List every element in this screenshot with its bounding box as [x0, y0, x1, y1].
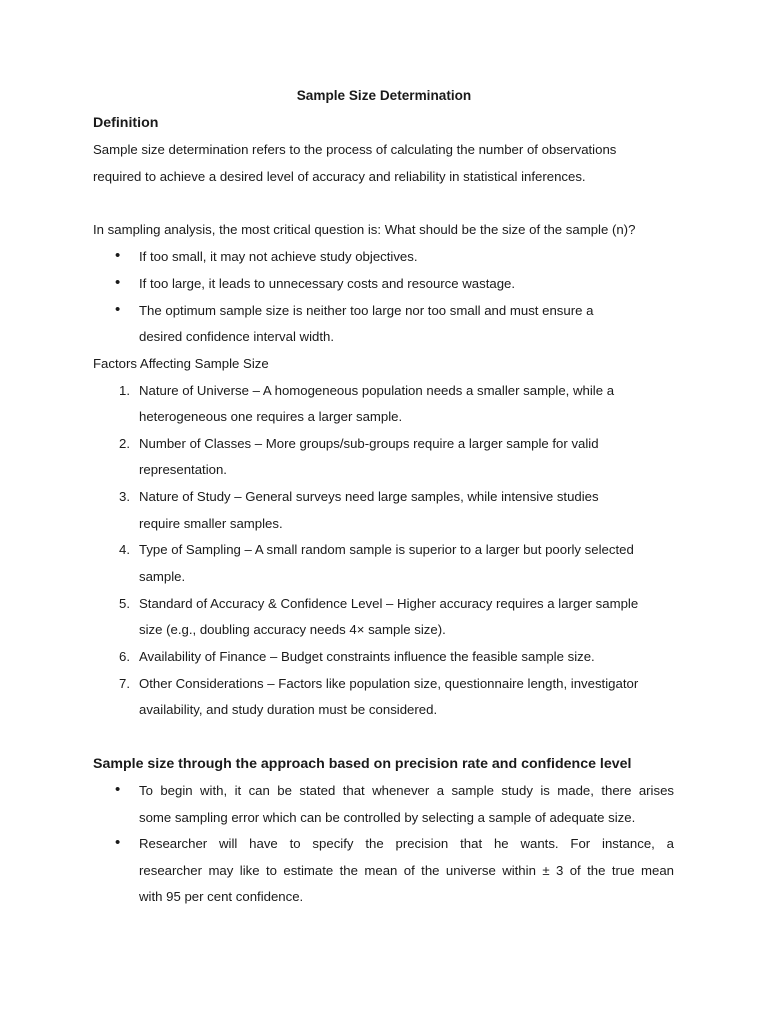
factor-item: Nature of Universe – A homogeneous population needs a smaller sample, while a	[139, 383, 615, 398]
size-point-optimum-cont: desired confidence interval width.	[139, 329, 334, 344]
list-number: 3.	[119, 489, 130, 504]
list-number: 6.	[119, 649, 130, 664]
precision-point-line: some sampling error which can be controlled by selecting a sample of adequate size.	[139, 810, 636, 825]
list-number: 4.	[119, 542, 130, 557]
definition-text-line: required to achieve a desired level of accuracy and reliability in statistical inferences.	[93, 169, 586, 184]
factor-item: Number of Classes – More groups/sub-groups require a larger sample for valid	[139, 436, 599, 451]
list-number: 7.	[119, 676, 130, 691]
factor-item-cont: sample.	[139, 569, 186, 584]
factor-item-cont: require smaller samples.	[139, 516, 283, 531]
factor-item: Other Considerations – Factors like population size, questionnaire length, investigator	[139, 676, 639, 691]
bullet-marker: •	[115, 781, 121, 798]
precision-point-line: with 95 per cent confidence.	[139, 889, 304, 904]
precision-heading: Sample size through the approach based on precision rate and confidence level	[93, 756, 632, 772]
definition-heading: Definition	[93, 115, 159, 131]
precision-point-line: Researcher will have to specify the precision that he wants. For instance, a	[139, 836, 674, 851]
precision-point-line: researcher may like to estimate the mean of the universe within ± 3 of the true mean	[139, 863, 674, 878]
factor-item: Standard of Accuracy & Confidence Level – Higher accuracy requires a larger sample	[139, 596, 639, 611]
list-number: 5.	[119, 596, 130, 611]
factor-item: Availability of Finance – Budget constraints influence the feasible sample size.	[139, 649, 595, 664]
list-number: 1.	[119, 383, 130, 398]
factor-item-cont: size (e.g., doubling accuracy needs 4× sample size).	[139, 622, 446, 637]
list-number: 2.	[119, 436, 130, 451]
factor-item-cont: representation.	[139, 462, 227, 477]
size-point-large: If too large, it leads to unnecessary costs and resource wastage.	[139, 276, 516, 291]
size-point-small: If too small, it may not achieve study objectives.	[139, 249, 418, 264]
factor-item: Type of Sampling – A small random sample is superior to a larger but poorly selected	[139, 542, 634, 557]
bullet-marker: •	[115, 247, 121, 264]
factor-item-cont: heterogeneous one requires a larger sample.	[139, 409, 403, 424]
critical-question: In sampling analysis, the most critical question is: What should be the size of the sample (n)?	[93, 222, 636, 237]
bullet-marker: •	[115, 301, 121, 318]
precision-point-line: To begin with, it can be stated that whenever a sample study is made, there arises	[139, 783, 674, 798]
bullet-marker: •	[115, 274, 121, 291]
definition-text-line: Sample size determination refers to the process of calculating the number of observations	[93, 142, 617, 157]
factors-heading: Factors Affecting Sample Size	[93, 356, 269, 371]
page-title: Sample Size Determination	[296, 88, 472, 103]
size-point-optimum: The optimum sample size is neither too large nor too small and must ensure a	[139, 303, 594, 318]
factor-item-cont: availability, and study duration must be considered.	[139, 702, 438, 717]
factor-item: Nature of Study – General surveys need large samples, while intensive studies	[139, 489, 599, 504]
bullet-marker: •	[115, 834, 121, 851]
